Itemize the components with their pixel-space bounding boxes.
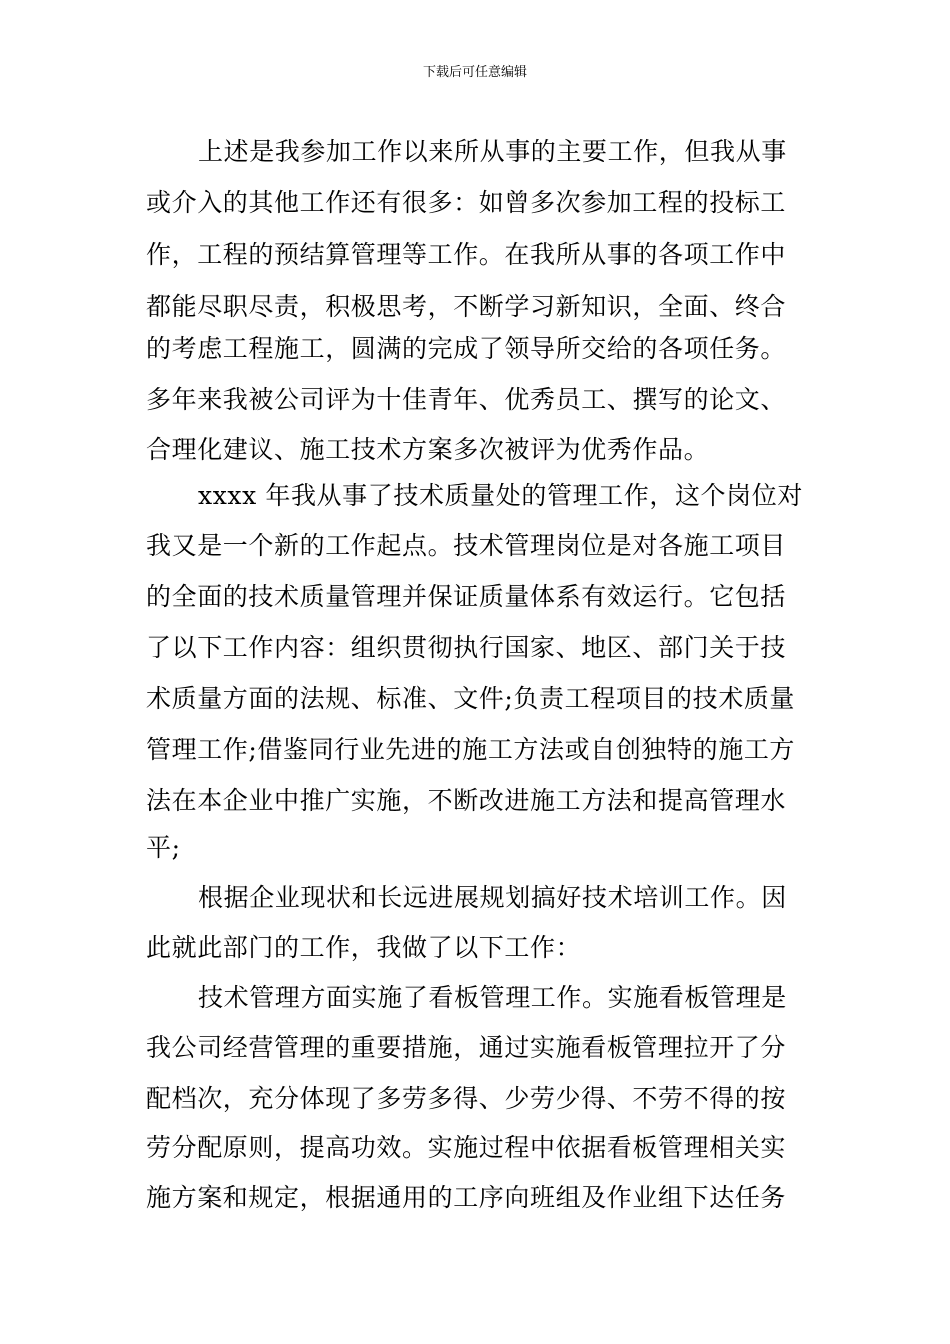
text-line: 平; <box>146 833 181 862</box>
text-line: 的考虑工程施工，圆满的完成了领导所交给的各项任务。 <box>146 334 787 363</box>
text-line: 术质量方面的法规、标准、文件;负责工程项目的技术质量 <box>146 684 796 713</box>
text-line: 此就此部门的工作，我做了以下工作： <box>146 933 582 962</box>
text-line: xxxx 年我从事了技术质量处的管理工作，这个岗位对 <box>198 481 803 510</box>
text-line: 都能尽职尽责，积极思考，不断学习新知识，全面、终合 <box>146 292 787 321</box>
text-line: 我公司经营管理的重要措施，通过实施看板管理拉开了分 <box>146 1033 787 1062</box>
text-line: 上述是我参加工作以来所从事的主要工作，但我从事 <box>198 137 787 166</box>
text-line: 作，工程的预结算管理等工作。在我所从事的各项工作中 <box>146 240 787 269</box>
text-line: 合理化建议、施工技术方案多次被评为优秀作品。 <box>146 435 710 464</box>
page-header: 下载后可任意编辑 <box>422 65 527 80</box>
text-line: 法在本企业中推广实施，不断改进施工方法和提高管理水 <box>146 786 787 815</box>
text-line: 了以下工作内容：组织贯彻执行国家、地区、部门关于技 <box>146 633 787 662</box>
text-line: 或介入的其他工作还有很多：如曾多次参加工程的投标工 <box>146 188 787 217</box>
text-line: 配档次，充分体现了多劳多得、少劳少得、不劳不得的按 <box>146 1084 787 1113</box>
text-line: 技术管理方面实施了看板管理工作。实施看板管理是 <box>198 983 787 1012</box>
text-line: 多年来我被公司评为十佳青年、优秀员工、撰写的论文、 <box>146 385 787 414</box>
text-line: 管理工作;借鉴同行业先进的施工方法或自创独特的施工方 <box>146 735 796 764</box>
text-line: 施方案和规定，根据通用的工序向班组及作业组下达任务 <box>146 1183 787 1212</box>
text-line: 根据企业现状和长远进展规划搞好技术培训工作。因 <box>198 883 787 912</box>
text-line: 劳分配原则，提高功效。实施过程中依据看板管理相关实 <box>146 1133 787 1162</box>
text-line: 我又是一个新的工作起点。技术管理岗位是对各施工项目 <box>146 531 787 560</box>
text-line: 的全面的技术质量管理并保证质量体系有效运行。它包括 <box>146 582 787 611</box>
